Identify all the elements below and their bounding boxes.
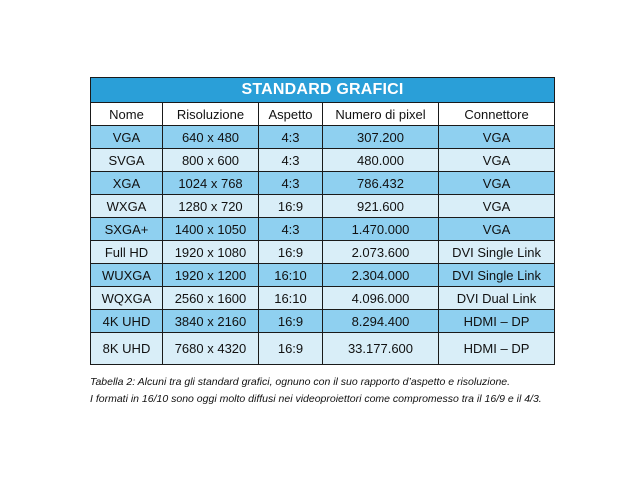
cell-connettore: DVI Single Link (439, 264, 555, 287)
cell-pixel: 480.000 (323, 149, 439, 172)
cell-nome: SVGA (91, 149, 163, 172)
table-row (91, 218, 555, 241)
cell-nome: 8K UHD (91, 333, 163, 365)
cell-risoluzione: 640 x 480 (163, 126, 259, 149)
cell-aspetto: 4:3 (259, 126, 323, 149)
cell-risoluzione: 1400 x 1050 (163, 218, 259, 241)
table-row (91, 264, 555, 287)
cell-pixel: 2.073.600 (323, 241, 439, 264)
table-row (91, 195, 555, 218)
cell-risoluzione: 800 x 600 (163, 149, 259, 172)
cell-aspetto: 4:3 (259, 172, 323, 195)
cell-aspetto: 16:10 (259, 264, 323, 287)
cell-aspetto: 16:9 (259, 310, 323, 333)
table-row (91, 241, 555, 264)
cell-connettore: HDMI – DP (439, 333, 555, 365)
cell-connettore: DVI Dual Link (439, 287, 555, 310)
table-row (91, 149, 555, 172)
cell-nome: SXGA+ (91, 218, 163, 241)
cell-nome: Full HD (91, 241, 163, 264)
graphics-standards-table-container (90, 77, 554, 365)
cell-connettore: DVI Single Link (439, 241, 555, 264)
cell-pixel: 2.304.000 (323, 264, 439, 287)
cell-nome: 4K UHD (91, 310, 163, 333)
cell-pixel: 33.177.600 (323, 333, 439, 365)
cell-connettore: VGA (439, 195, 555, 218)
cell-aspetto: 16:9 (259, 241, 323, 264)
graphics-standards-table (90, 77, 555, 365)
header-connettore: Connettore (439, 103, 555, 126)
cell-risoluzione: 1920 x 1200 (163, 264, 259, 287)
header-aspetto: Aspetto (259, 103, 323, 126)
table-title: STANDARD GRAFICI (91, 78, 555, 103)
cell-pixel: 8.294.400 (323, 310, 439, 333)
cell-risoluzione: 1024 x 768 (163, 172, 259, 195)
cell-connettore: VGA (439, 218, 555, 241)
cell-pixel: 1.470.000 (323, 218, 439, 241)
cell-nome: WXGA (91, 195, 163, 218)
cell-pixel: 307.200 (323, 126, 439, 149)
table-row (91, 310, 555, 333)
cell-pixel: 921.600 (323, 195, 439, 218)
table-row (91, 287, 555, 310)
cell-pixel: 4.096.000 (323, 287, 439, 310)
header-nome: Nome (91, 103, 163, 126)
cell-risoluzione: 2560 x 1600 (163, 287, 259, 310)
cell-connettore: VGA (439, 149, 555, 172)
cell-connettore: VGA (439, 172, 555, 195)
cell-nome: WUXGA (91, 264, 163, 287)
table-row (91, 126, 555, 149)
header-risoluzione: Risoluzione (163, 103, 259, 126)
cell-risoluzione: 1280 x 720 (163, 195, 259, 218)
caption-line-1: Tabella 2: Alcuni tra gli standard grafici, ognuno con il suo rapporto d’aspetto e risoluzione. (90, 376, 511, 388)
cell-nome: XGA (91, 172, 163, 195)
cell-pixel: 786.432 (323, 172, 439, 195)
cell-aspetto: 16:10 (259, 287, 323, 310)
cell-connettore: VGA (439, 126, 555, 149)
table-row (91, 172, 555, 195)
cell-aspetto: 4:3 (259, 218, 323, 241)
cell-risoluzione: 3840 x 2160 (163, 310, 259, 333)
cell-connettore: HDMI – DP (439, 310, 555, 333)
cell-aspetto: 16:9 (259, 195, 323, 218)
table-caption (90, 374, 570, 408)
cell-nome: VGA (91, 126, 163, 149)
caption-line-2: I formati in 16/10 sono oggi molto diffusi nei videoproiettori come compromesso tra il 16/9 e il 4/3. (90, 393, 542, 405)
cell-risoluzione: 7680 x 4320 (163, 333, 259, 365)
header-numero-pixel: Numero di pixel (323, 103, 439, 126)
cell-nome: WQXGA (91, 287, 163, 310)
cell-aspetto: 4:3 (259, 149, 323, 172)
table-row (91, 333, 555, 365)
cell-aspetto: 16:9 (259, 333, 323, 365)
cell-risoluzione: 1920 x 1080 (163, 241, 259, 264)
